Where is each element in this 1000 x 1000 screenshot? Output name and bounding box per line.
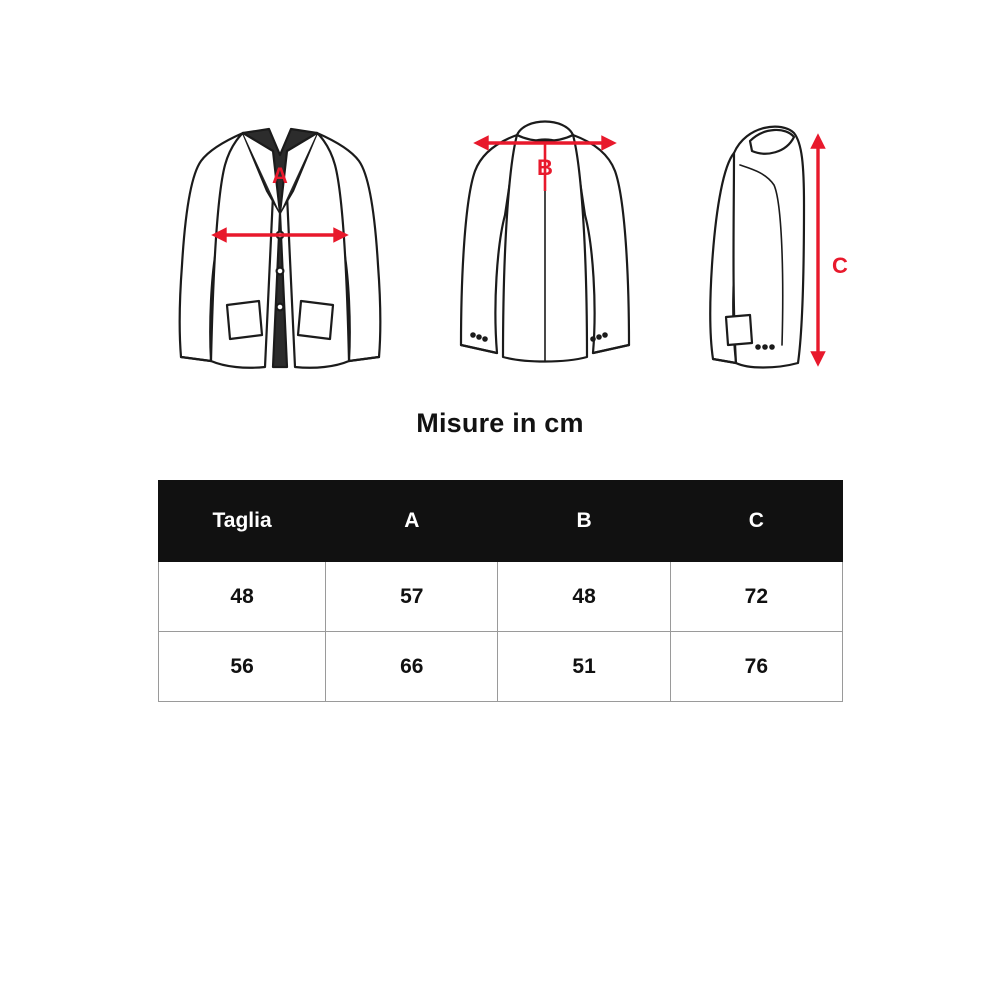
cell-b: 51 — [498, 632, 670, 702]
jacket-front-illustration — [165, 95, 395, 390]
header-c: C — [670, 481, 842, 562]
cell-b: 48 — [498, 562, 670, 632]
jacket-back-illustration — [435, 95, 655, 390]
header-taglia: Taglia — [159, 481, 326, 562]
size-table — [158, 480, 843, 702]
cell-c: 72 — [670, 562, 842, 632]
size-table-head — [159, 481, 843, 562]
table-header-row — [159, 481, 843, 562]
header-b: B — [498, 481, 670, 562]
cell-a: 66 — [326, 632, 498, 702]
size-table-body — [159, 562, 843, 702]
measure-label-c: C — [832, 253, 848, 278]
measure-label-b: B — [537, 155, 553, 180]
cell-a: 57 — [326, 562, 498, 632]
size-table-container — [158, 480, 843, 702]
cell-size: 48 — [159, 562, 326, 632]
table-row — [159, 562, 843, 632]
caption-measures-in-cm: Misure in cm — [416, 408, 584, 438]
cell-size: 56 — [159, 632, 326, 702]
cell-c: 76 — [670, 632, 842, 702]
measure-label-a: A — [272, 163, 288, 188]
illustrations-row — [0, 95, 1000, 385]
header-a: A — [326, 481, 498, 562]
table-row — [159, 632, 843, 702]
jacket-side-illustration — [690, 95, 860, 390]
